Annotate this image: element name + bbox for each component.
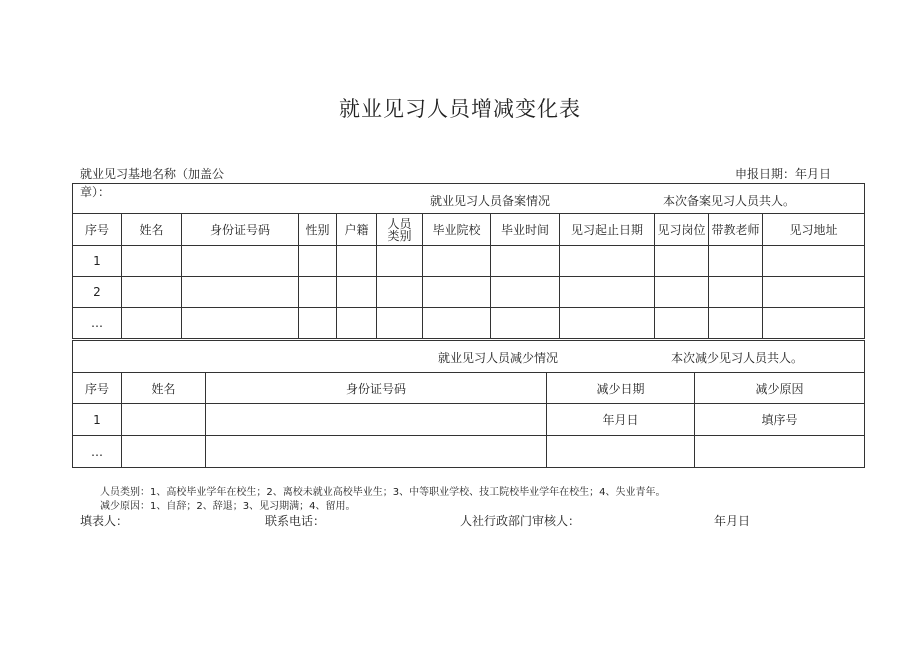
table-cell [560,246,655,277]
table-cell [377,246,423,277]
row-number: 1 [73,404,122,436]
table-cell [709,246,763,277]
column-header: 见习起止日期 [560,214,655,246]
table-row [73,404,865,436]
table-cell [695,436,865,468]
table-cell [709,308,763,339]
table-row [73,308,865,339]
column-header: 性别 [299,214,337,246]
table-row [73,246,865,277]
footer-date-label: 年月日 [714,514,751,528]
table-cell [423,277,491,308]
column-header: 姓名 [122,373,206,404]
table-cell [122,308,182,339]
table-cell [655,246,709,277]
table-cell [491,308,560,339]
table-cell [763,308,865,339]
reduce-section-header [73,341,865,373]
column-header: 带教老师 [709,214,763,246]
column-header: 身份证号码 [182,214,299,246]
table-cell [491,277,560,308]
table-cell [337,246,377,277]
table-cell [709,277,763,308]
table-cell [547,436,695,468]
reduce-table [72,340,865,468]
row-number: 2 [73,277,122,308]
table-cell [560,308,655,339]
reason-note: 减少原因：1、自辞；2、辞退；3、见习期满；4、留用。 [100,501,356,512]
report-date-label: 申报日期：年月日 [735,167,832,181]
table-cell [560,277,655,308]
table-cell [182,308,299,339]
table-cell [122,246,182,277]
row-number: 1 [73,246,122,277]
record-section-header [73,184,865,214]
table-cell [299,246,337,277]
category-note: 人员类别：1、高校毕业学年在校生；2、离校未就业高校毕业生；3、中等职业学校、技工院校毕业学年在校生；4、失业青年。 [100,487,666,498]
table-cell [655,308,709,339]
record-header-row [73,214,865,246]
reduce-date-cell: 年月日 [547,404,695,436]
table-cell [377,277,423,308]
filler-label: 填表人： [80,514,129,528]
table-cell [299,277,337,308]
table-row [73,277,865,308]
table-cell [377,308,423,339]
table-cell [122,436,206,468]
table-cell [206,404,547,436]
table-cell [182,277,299,308]
base-name-label-line2: 章）： [80,185,111,199]
column-header: 见习地址 [763,214,865,246]
table-cell [337,308,377,339]
column-header: 减少日期 [547,373,695,404]
column-header: 姓名 [122,214,182,246]
table-cell [122,404,206,436]
table-cell [182,246,299,277]
column-header: 毕业时间 [491,214,560,246]
reduce-header-row [73,373,865,404]
table-cell [337,277,377,308]
table-cell [299,308,337,339]
record-section-title: 就业见习人员备案情况 [430,194,551,208]
record-table [72,183,865,339]
column-header: 见习岗位 [655,214,709,246]
column-header: 序号 [73,214,122,246]
table-row [73,436,865,468]
table-cell [655,277,709,308]
table-cell [423,308,491,339]
column-header: 减少原因 [695,373,865,404]
table-cell [122,277,182,308]
column-header: 户籍 [337,214,377,246]
reviewer-label: 人社行政部门审核人： [460,514,581,528]
table-cell [763,246,865,277]
column-header: 序号 [73,373,122,404]
table-cell [491,246,560,277]
reduce-count-text: 本次减少见习人员共人。 [671,351,804,365]
reduce-section-title: 就业见习人员减少情况 [438,351,559,365]
record-count-text: 本次备案见习人员共人。 [663,194,796,208]
row-number: … [73,308,122,339]
table-cell [423,246,491,277]
phone-label: 联系电话： [265,514,326,528]
row-number: … [73,436,122,468]
reduce-reason-cell: 填序号 [695,404,865,436]
table-cell [206,436,547,468]
column-header: 身份证号码 [206,373,547,404]
page-title: 就业见习人员增减变化表 [339,97,581,121]
column-header: 毕业院校 [423,214,491,246]
column-header: 人员类别 [377,214,423,246]
table-cell [763,277,865,308]
base-name-label-line1: 就业见习基地名称（加盖公 [80,167,225,181]
